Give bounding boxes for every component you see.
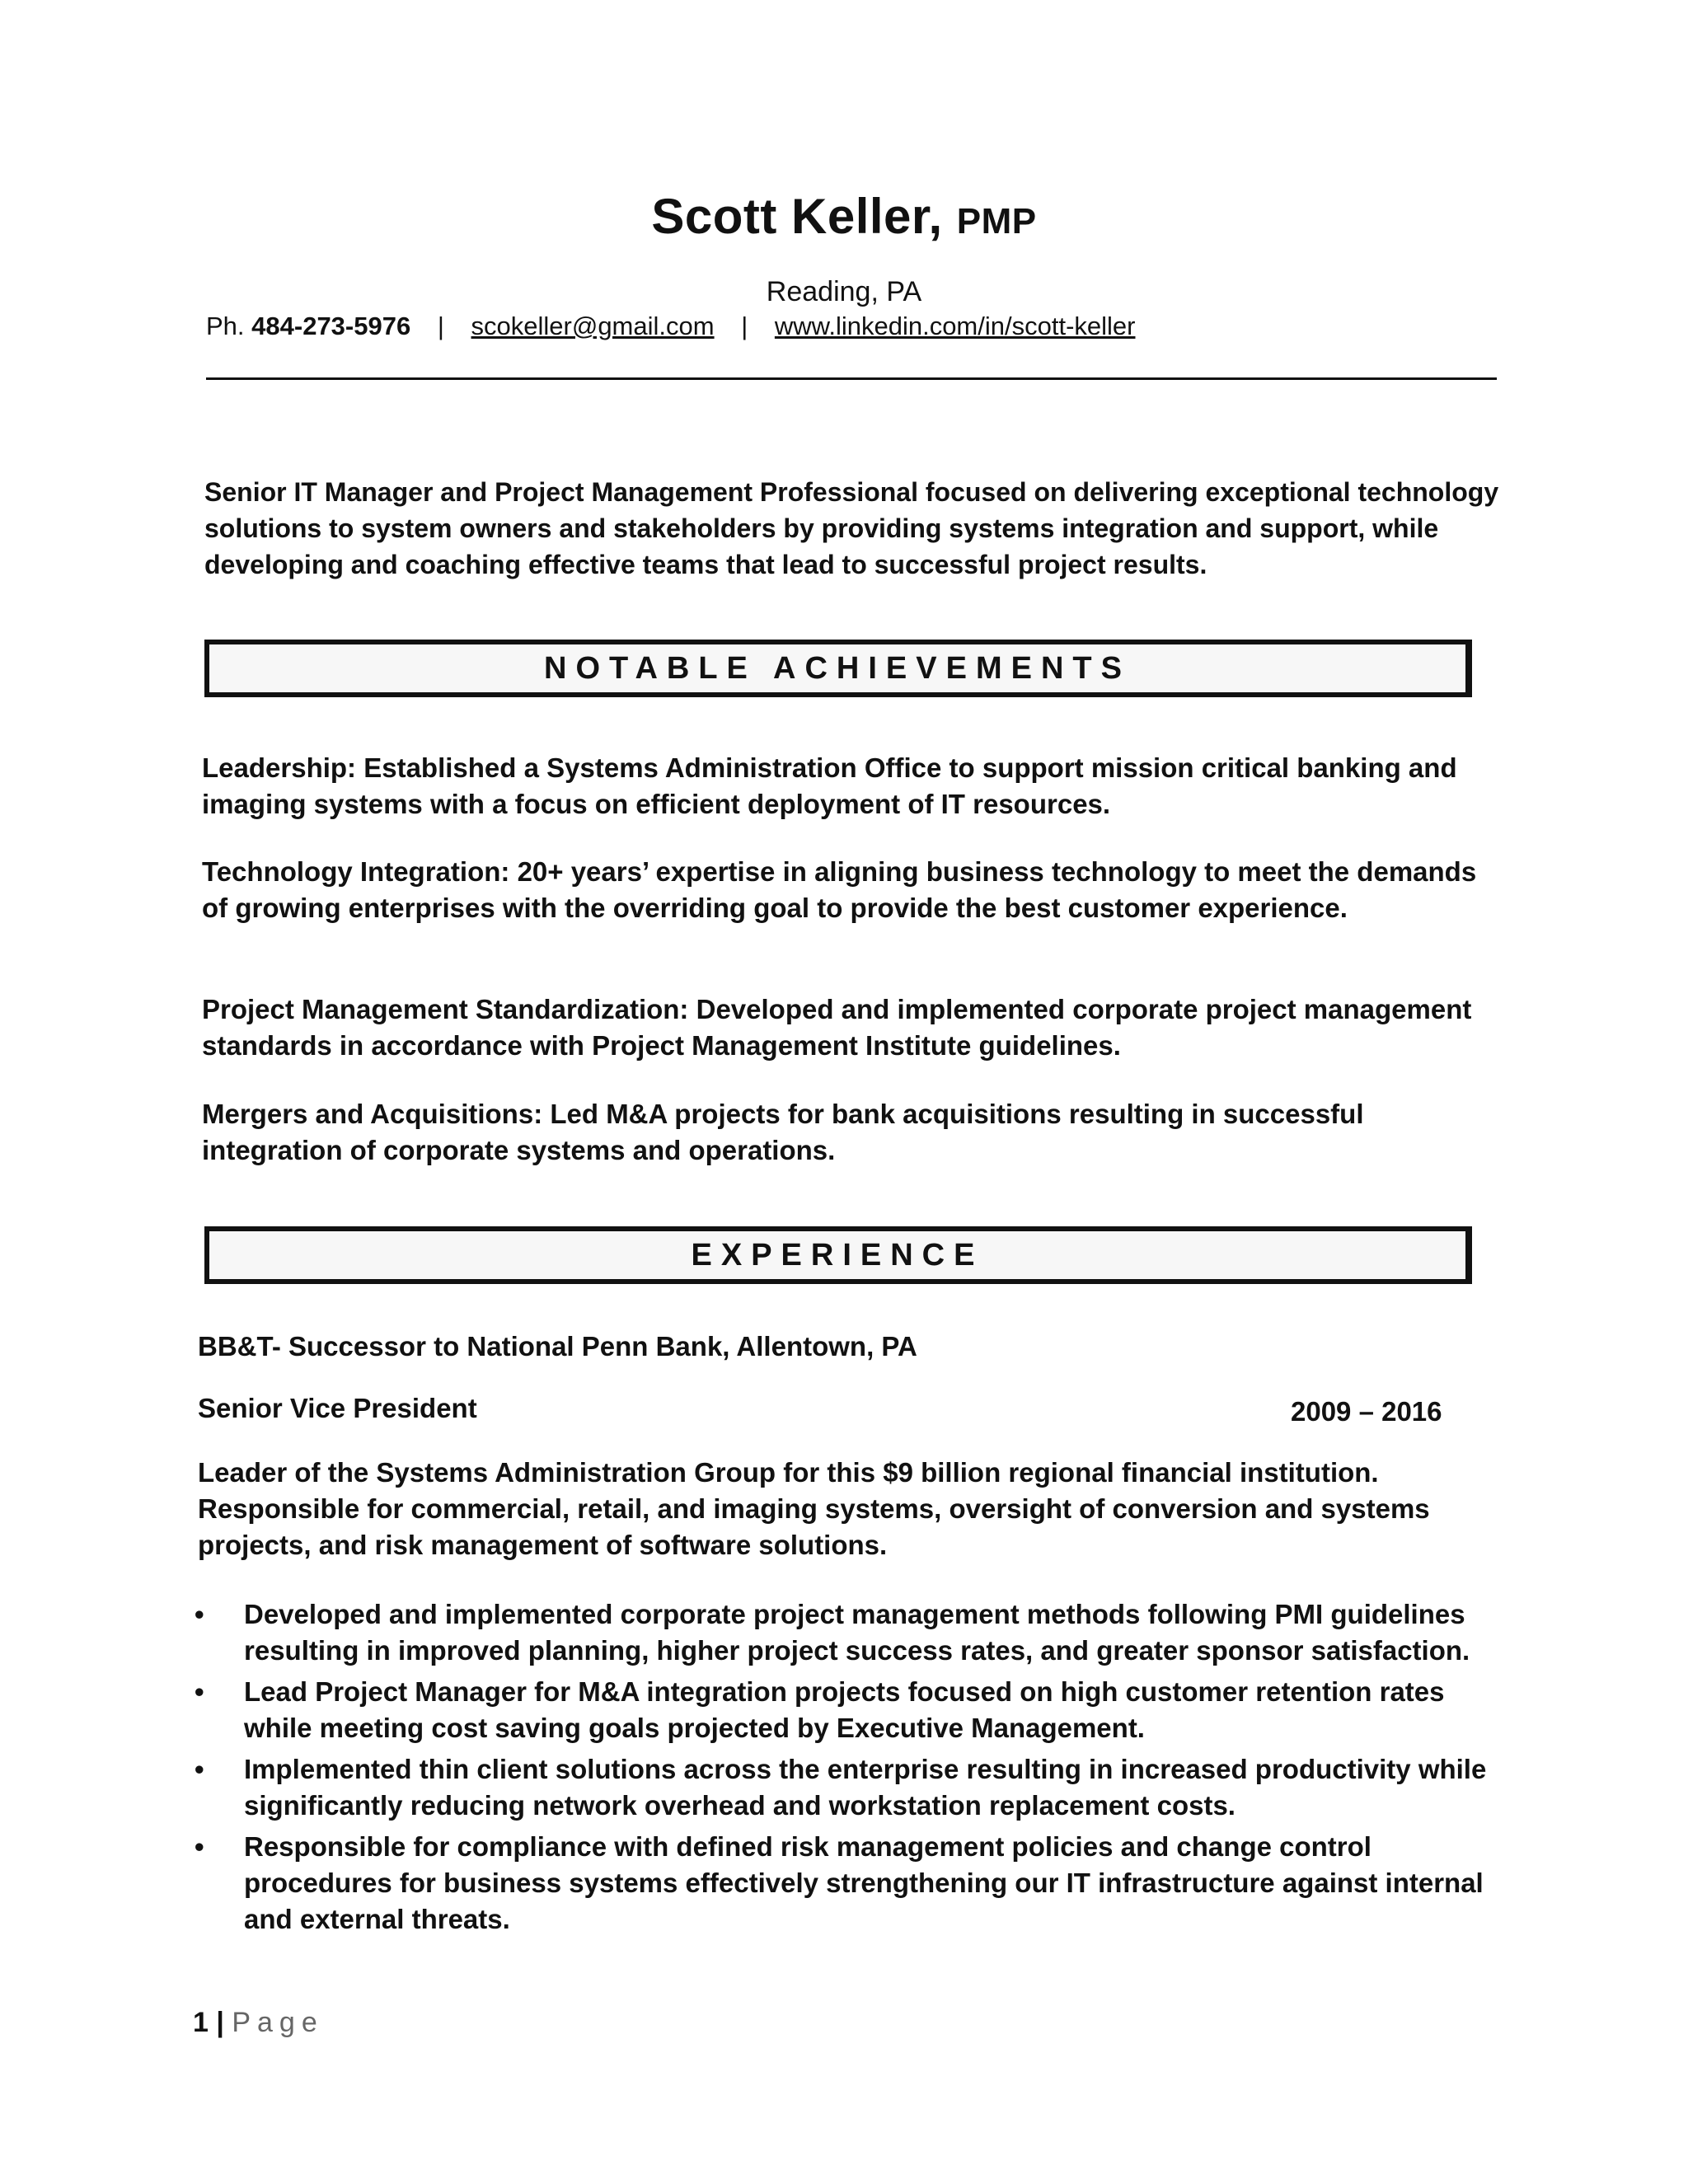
- contact-separator: |: [741, 312, 748, 340]
- section-header-experience: [204, 1226, 1472, 1284]
- email-link[interactable]: scokeller@gmail.com: [471, 312, 715, 340]
- employer-name: BB&T- Successor to National Penn Bank,: [198, 1331, 730, 1361]
- page-footer: [193, 2007, 324, 2039]
- phone-label: Ph.: [206, 312, 245, 340]
- achievement-label: Mergers and Acquisitions:: [202, 1099, 543, 1129]
- bullet-icon: •: [195, 1599, 204, 1629]
- name-text: Scott Keller,: [651, 189, 943, 244]
- employer-location: Allentown, PA: [736, 1331, 917, 1361]
- bullet-text: Responsible for compliance with defined risk management policies and change control procedures for business systems effectively strengthening our IT infrastructure against internal and external threats.: [244, 1831, 1484, 1934]
- list-item: [190, 1674, 1508, 1746]
- job-dates: 2009 – 2016: [1291, 1396, 1442, 1427]
- candidate-name: [0, 188, 1688, 245]
- bullet-icon: •: [195, 1676, 204, 1707]
- achievement-item: [202, 750, 1488, 823]
- section-header-achievements: [204, 640, 1472, 697]
- list-item: [190, 1829, 1508, 1938]
- achievement-item: [202, 854, 1488, 926]
- bullet-text: Implemented thin client solutions across the enterprise resulting in increased productivity while significantly reducing network overhead and workstation replacement costs.: [244, 1754, 1487, 1821]
- section-title: NOTABLE ACHIEVEMENTS: [544, 651, 1131, 686]
- phone-number: 484-273-5976: [251, 312, 411, 340]
- achievement-item: [202, 991, 1488, 1064]
- achievement-text: 20+ years’ expertise in aligning business technology to meet the demands of growing enterprises with the overriding goal to provide the best customer experience.: [202, 856, 1477, 923]
- bullet-text: Developed and implemented corporate project management methods following PMI guidelines resulting in improved planning, higher project success rates, and greater sponsor satisfaction.: [244, 1599, 1470, 1666]
- job-title: Senior Vice President: [198, 1393, 477, 1423]
- page-label: Page: [232, 2007, 324, 2038]
- achievement-text: Developed and implemented corporate project management standards in accordance with Project Management Institute guidelines.: [202, 994, 1472, 1061]
- achievement-text: Led M&A projects for bank acquisitions resulting in successful integration of corporate systems and operations.: [202, 1099, 1364, 1165]
- contact-separator: |: [437, 312, 444, 340]
- bullet-text: Lead Project Manager for M&A integration projects focused on high customer retention rates while meeting cost saving goals projected by Executive Management.: [244, 1676, 1445, 1743]
- job-description: Leader of the Systems Administration Group for this $9 billion regional financial institution. Responsible for commercial, retail, and imaging systems, oversight of conversion and systems projects, and risk management of software solutions.: [198, 1457, 1430, 1560]
- achievement-label: Leadership:: [202, 752, 357, 783]
- location: Reading, PA: [766, 276, 922, 307]
- achievement-item: [202, 1096, 1488, 1169]
- footer-separator: |: [216, 2007, 224, 2038]
- list-item: [190, 1751, 1508, 1824]
- employer-line: [198, 1331, 917, 1362]
- list-item: [190, 1596, 1508, 1669]
- professional-summary: Senior IT Manager and Project Management Professional focused on delivering exceptional technology solutions to system owners and stakeholders by providing systems integration and support, while developing and coaching effective teams that lead to successful project results.: [204, 477, 1499, 579]
- page-number: 1: [193, 2007, 209, 2038]
- contact-line: [206, 312, 1135, 341]
- achievement-label: Project Management Standardization:: [202, 994, 689, 1024]
- job-bullet-list: [190, 1596, 1508, 1943]
- section-title: EXPERIENCE: [691, 1238, 984, 1272]
- bullet-icon: •: [195, 1754, 204, 1784]
- achievement-label: Technology Integration:: [202, 856, 510, 887]
- linkedin-link[interactable]: www.linkedin.com/in/scott-keller: [774, 312, 1136, 340]
- achievement-text: Established a Systems Administration Office to support mission critical banking and imaging systems with a focus on efficient deployment of IT resources.: [202, 752, 1457, 819]
- bullet-icon: •: [195, 1831, 204, 1862]
- header-divider: [206, 377, 1497, 380]
- credential-text: PMP: [956, 201, 1037, 241]
